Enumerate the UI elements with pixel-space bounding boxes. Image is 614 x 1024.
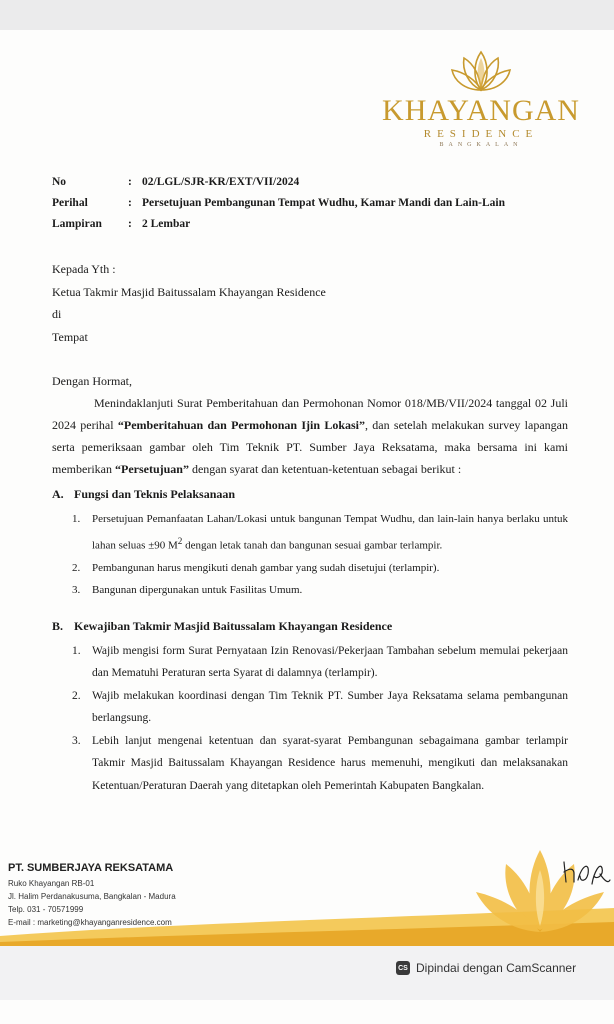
list-item (52, 579, 568, 601)
letter-meta (52, 172, 505, 235)
address-line: Kepada Yth : (52, 262, 116, 276)
item-text: Wajib mengisi form Surat Pernyataan Izin Renovasi/Pekerjaan Tambahan sebelum memulai pekerjaan dan Mematuhi Peraturan serta Syarat di dalamnya (terlampir). (92, 644, 568, 680)
meta-label: No (52, 176, 67, 188)
section-a-heading (52, 483, 568, 505)
lotus-icon (448, 48, 514, 94)
list-item (52, 685, 568, 730)
intro-paragraph (52, 392, 568, 480)
camscanner-icon: CS (396, 961, 410, 975)
address-line: di (52, 307, 62, 321)
paragraph-text: , dan setelah melakukan survey lapangan serta pemeriksaan gambar oleh Tim Teknik PT. Sumber Jaya Reksatama, maka bersama ini kami memberikan (52, 418, 568, 476)
meta-row-subject (52, 193, 505, 214)
item-number: 3. (72, 734, 81, 747)
section-letter: B. (52, 618, 64, 633)
company-email: E-mail : marketing@khayanganresidence.com (8, 918, 172, 927)
meta-colon: : (128, 218, 132, 230)
meta-row-number (52, 172, 505, 193)
company-info (8, 862, 176, 929)
top-bar (0, 0, 614, 30)
list-item (52, 730, 568, 798)
meta-value: 2 Lembar (142, 218, 191, 230)
item-text: Bangunan dipergunakan untuk Fasilitas Umum. (92, 583, 303, 596)
item-text: dengan letak tanah dan bangunan sesuai gambar terlampir. (182, 539, 443, 552)
next-page-edge (0, 1000, 614, 1024)
paragraph-bold: “Persetujuan” (114, 462, 189, 476)
recipient-address (52, 258, 326, 348)
khayangan-logo (370, 48, 592, 148)
item-text: Persetujuan Pemanfaatan Lahan/Lokasi untuk bangunan Tempat Wudhu, dan lain-lain hanya berlaku untuk lahan seluas ±90 M (92, 513, 568, 552)
section-b-list (52, 640, 568, 798)
meta-colon: : (128, 197, 132, 209)
logo-name: KHAYANGAN (382, 94, 580, 127)
section-letter: A. (52, 487, 64, 501)
item-number: 1. (72, 644, 81, 657)
logo-location: BANGKALAN (439, 142, 523, 148)
company-phone: Telp. 031 - 70571999 (8, 905, 84, 914)
address-line: Ketua Takmir Masjid Baitussalam Khayangan Residence (52, 284, 326, 299)
company-address-line: Jl. Halim Perdanakusuma, Bangkalan - Madura (8, 892, 176, 901)
camscanner-watermark (396, 958, 614, 978)
meta-label: Lampiran (52, 218, 102, 230)
item-text: Lebih lanjut mengenai ketentuan dan syarat-syarat Pembangunan sebagaimana gambar terlampir Takmir Masjid Baitussalam Khayangan Residence harus memenuhi, mengikuti dan melaksanakan Ketentuan/Peraturan Daerah yang ditetapkan oleh Pemerintah Kabupaten Bangkalan. (92, 734, 568, 792)
list-item (52, 557, 568, 579)
letter-body (52, 370, 568, 797)
item-text: Wajib melakukan koordinasi dengan Tim Teknik PT. Sumber Jaya Reksatama selama pembangunan berlangsung. (92, 689, 568, 725)
item-number: 3. (72, 583, 81, 596)
item-text: Pembangunan harus mengikuti denah gambar yang sudah disetujui (terlampir). (92, 561, 440, 574)
section-title: Fungsi dan Teknis Pelaksanaan (74, 487, 236, 501)
paragraph-text: Menindaklanjuti Surat Pemberitahuan dan Permohonan Nomor 018/MB/VII/2024 tanggal 02 Juli 2024 perihal (52, 396, 568, 432)
meta-row-attachment (52, 214, 505, 235)
meta-value: 02/LGL/SJR-KR/EXT/VII/2024 (142, 176, 300, 188)
item-number: 2. (72, 561, 81, 574)
list-item (52, 508, 568, 557)
paragraph-text: dengan syarat dan ketentuan-ketentuan sebagai berikut : (188, 462, 462, 476)
company-name: PT. SUMBERJAYA REKSATAMA (8, 862, 174, 874)
section-a-list (52, 508, 568, 601)
logo-subtitle: RESIDENCE (423, 128, 539, 140)
greeting: Dengan Hormat, (52, 374, 132, 388)
camscanner-label: Dipindai dengan CamScanner (416, 961, 577, 975)
handwritten-signature (560, 854, 612, 890)
paragraph-bold: “Pemberitahuan dan Permohonan Ijin Lokasi” (117, 418, 366, 432)
list-item (52, 640, 568, 685)
item-number: 1. (72, 513, 81, 525)
section-title: Kewajiban Takmir Masjid Baitussalam Khayangan Residence (74, 618, 393, 633)
section-b-heading (52, 615, 568, 637)
item-superscript: 2 (177, 536, 183, 546)
company-address-line: Ruko Khayangan RB-01 (8, 879, 95, 888)
letter-page (0, 30, 614, 946)
meta-colon: : (128, 176, 132, 188)
item-number: 2. (72, 689, 81, 702)
address-line: Tempat (52, 329, 88, 344)
meta-value: Persetujuan Pembangunan Tempat Wudhu, Kamar Mandi dan Lain-Lain (142, 197, 505, 209)
meta-label: Perihal (52, 197, 88, 209)
